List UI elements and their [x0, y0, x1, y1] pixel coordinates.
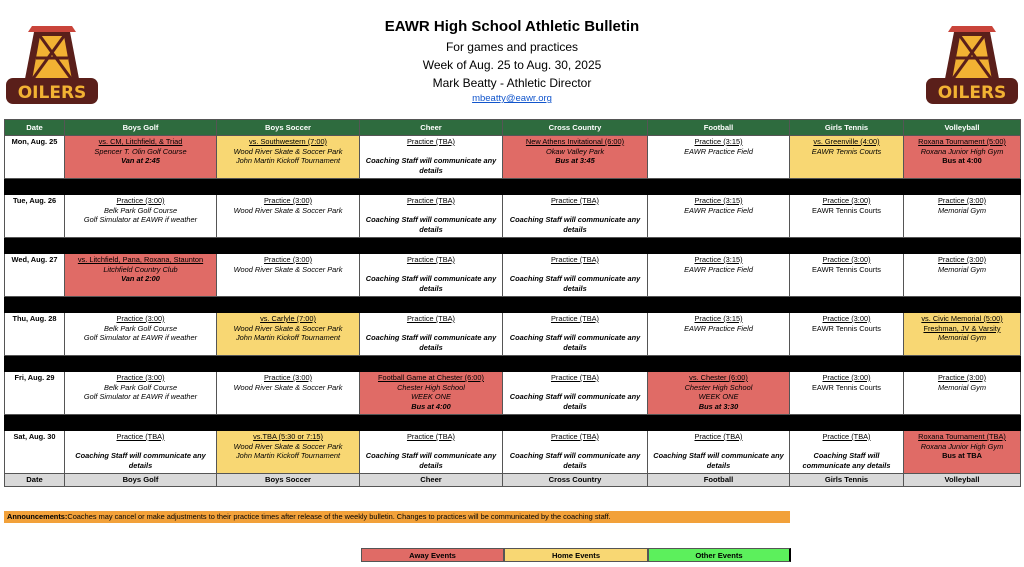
announcements-bar [4, 511, 790, 523]
row-separator [5, 415, 1021, 431]
event-cell [217, 372, 360, 415]
event-line[interactable]: Practice (TBA) [550, 255, 600, 264]
event-cell [790, 254, 904, 297]
event-line[interactable]: Practice (TBA) [406, 432, 456, 441]
event-cell [790, 313, 904, 356]
date-cell: Mon, Aug. 25 [5, 136, 65, 179]
event-line [362, 147, 500, 157]
event-line[interactable]: vs. CM, Litchfield, & Triad [98, 137, 183, 146]
legend-away: Away Events [361, 548, 504, 562]
column-header: Cheer [360, 120, 503, 136]
event-line[interactable]: Freshman, JV & Varsity [923, 323, 1001, 333]
bulletin-header [0, 16, 1024, 106]
event-line [362, 324, 500, 334]
separator-bar [5, 179, 1021, 195]
event-line[interactable]: Practice (3:15) [694, 196, 743, 205]
page-title: EAWR High School Athletic Bulletin [384, 18, 640, 35]
event-cell [360, 195, 503, 238]
event-cell [904, 313, 1021, 356]
event-line: Coaching Staff will communicate any details [365, 333, 497, 352]
event-line: Bus at TBA [942, 451, 982, 461]
event-line: Van at 2:00 [121, 274, 160, 284]
table-row [5, 431, 1021, 474]
event-line: Memorial Gym [937, 382, 987, 392]
event-cell [904, 431, 1021, 474]
event-line[interactable]: Practice (3:00) [263, 373, 313, 382]
date-cell: Thu, Aug. 28 [5, 313, 65, 356]
event-line: Coaching Staff will communicate any details [509, 274, 641, 293]
event-line: Memorial Gym [937, 333, 987, 343]
event-cell [790, 136, 904, 179]
event-line: WEEK ONE [698, 392, 739, 402]
event-line[interactable]: Practice (TBA) [406, 196, 456, 205]
event-line[interactable]: Roxana Tournament (5:00) [918, 137, 1006, 146]
event-cell [648, 372, 790, 415]
event-line: Bus at 3:45 [555, 156, 595, 166]
event-cell [65, 195, 217, 238]
announcements-label: Announcements: [7, 512, 68, 521]
column-header: Date [5, 120, 65, 136]
event-line[interactable]: Practice (3:00) [116, 314, 165, 323]
event-line[interactable]: Practice (3:00) [937, 373, 987, 382]
event-cell [360, 313, 503, 356]
event-line[interactable]: Practice (3:00) [937, 255, 987, 264]
event-cell [65, 431, 217, 474]
event-cell [648, 136, 790, 179]
event-cell [904, 254, 1021, 297]
event-line[interactable]: Practice (3:00) [116, 196, 165, 205]
event-line: Chester High School [684, 382, 753, 392]
event-line: Wood River Skate & Soccer Park [233, 382, 343, 392]
event-line[interactable]: vs. Civic Memorial (5:00) [921, 314, 1003, 323]
event-line: Coaching Staff will communicate any details [365, 156, 497, 175]
event-line: Wood River Skate & Soccer Park [233, 205, 343, 215]
event-line [362, 442, 500, 452]
table-row [5, 195, 1021, 238]
event-cell [65, 313, 217, 356]
event-line[interactable]: Practice (3:00) [822, 255, 871, 264]
table-row [5, 254, 1021, 297]
event-cell [503, 136, 648, 179]
event-line: Belk Park Golf Course [103, 323, 178, 333]
event-line: Coaching Staff will communicate any details [75, 451, 206, 470]
event-cell [904, 372, 1021, 415]
event-cell [790, 195, 904, 238]
event-line: EAWR Tennis Courts [811, 323, 881, 333]
event-line[interactable]: Practice (3:15) [694, 255, 743, 264]
event-line: Golf Simulator at EAWR if weather [83, 215, 198, 225]
column-footer: Volleyball [904, 474, 1021, 487]
event-line: Coaching Staff will communicate any details [653, 451, 784, 470]
event-line: EAWR Tennis Courts [811, 382, 881, 392]
event-line[interactable]: Practice (3:00) [116, 373, 165, 382]
legend-home: Home Events [504, 548, 648, 562]
column-footer: Football [648, 474, 790, 487]
column-header: Volleyball [904, 120, 1021, 136]
row-separator [5, 238, 1021, 254]
separator-bar [5, 356, 1021, 372]
table-row [5, 313, 1021, 356]
event-line [792, 442, 901, 452]
logo-text: OILERS [937, 83, 1007, 103]
event-cell [503, 254, 648, 297]
event-cell [360, 254, 503, 297]
event-cell [648, 254, 790, 297]
week-range: Week of Aug. 25 to Aug. 30, 2025 [422, 58, 602, 72]
event-line: Coaching Staff will communicate any details [802, 451, 891, 470]
event-line: EAWR Practice Field [684, 323, 753, 333]
event-line[interactable]: Practice (TBA) [694, 432, 743, 441]
event-line: John Martin Kickoff Tournament [235, 333, 341, 343]
table-row [5, 136, 1021, 179]
event-line[interactable]: vs. Greenville (4:00) [813, 137, 880, 146]
event-line[interactable]: Practice (3:15) [694, 314, 743, 323]
column-header: Boys Golf [65, 120, 217, 136]
event-line[interactable]: Practice (TBA) [406, 255, 456, 264]
event-cell [503, 313, 648, 356]
event-line: Roxana Junior High Gym [920, 441, 1004, 451]
event-line: Wood River Skate & Soccer Park [233, 441, 343, 451]
event-line: Okaw Valley Park [545, 146, 605, 156]
event-line[interactable]: vs. Chester (6:00) [689, 373, 748, 382]
event-line[interactable]: Practice (TBA) [406, 314, 456, 323]
event-line[interactable]: Roxana Tournament (TBA) [918, 432, 1006, 441]
logo-text: OILERS [17, 83, 87, 103]
event-cell [648, 313, 790, 356]
event-cell [217, 136, 360, 179]
table-footer-row [5, 474, 1021, 487]
event-line [505, 206, 645, 216]
event-line: Wood River Skate & Soccer Park [233, 264, 343, 274]
date-cell: Fri, Aug. 29 [5, 372, 65, 415]
event-line[interactable]: Practice (TBA) [550, 196, 600, 205]
event-line[interactable]: Practice (3:00) [822, 373, 871, 382]
table-header-row [5, 120, 1021, 136]
column-footer: Date [5, 474, 65, 487]
event-cell [648, 431, 790, 474]
event-cell [503, 195, 648, 238]
event-cell [217, 313, 360, 356]
event-line: Coaching Staff will communicate any details [509, 392, 641, 411]
event-line [505, 265, 645, 275]
event-line: Wood River Skate & Soccer Park [233, 146, 343, 156]
column-footer: Cheer [360, 474, 503, 487]
row-separator [5, 356, 1021, 372]
event-line: EAWR Practice Field [684, 146, 753, 156]
table-row [5, 372, 1021, 415]
column-footer: Boys Golf [65, 474, 217, 487]
director-name: Mark Beatty - Athletic Director [432, 76, 592, 90]
event-cell [360, 372, 503, 415]
row-separator [5, 297, 1021, 313]
event-line [67, 442, 214, 452]
event-line[interactable]: vs. Carlyle (7:00) [260, 314, 316, 323]
subtitle: For games and practices [445, 40, 579, 54]
event-line [362, 265, 500, 275]
event-cell [904, 136, 1021, 179]
event-line: Belk Park Golf Course [103, 205, 178, 215]
event-line: Coaching Staff will communicate any details [365, 274, 497, 293]
legend-other: Other Events [648, 548, 791, 562]
event-line [505, 383, 645, 393]
event-line [650, 442, 787, 452]
event-line: Bus at 4:00 [411, 401, 451, 411]
event-line[interactable]: Practice (TBA) [550, 432, 600, 441]
event-line[interactable]: vs. Southwestern (7:00) [248, 137, 328, 146]
event-line: Golf Simulator at EAWR if weather [83, 392, 198, 402]
event-line: Bus at 3:30 [698, 401, 739, 411]
event-line[interactable]: Practice (3:00) [263, 255, 313, 264]
event-line[interactable]: Practice (3:00) [263, 196, 313, 205]
event-line: EAWR Practice Field [684, 205, 753, 215]
event-line: Wood River Skate & Soccer Park [233, 323, 343, 333]
column-header: Cross Country [503, 120, 648, 136]
event-cell [217, 431, 360, 474]
event-line[interactable]: vs.TBA (5:30 or 7:15) [253, 432, 323, 441]
event-line[interactable]: Practice (TBA) [116, 432, 165, 441]
event-line[interactable]: Practice (TBA) [822, 432, 871, 441]
event-cell [217, 195, 360, 238]
event-line: EAWR Tennis Courts [811, 205, 881, 215]
event-line: Spencer T. Olin Golf Course [94, 146, 187, 156]
separator-bar [5, 415, 1021, 431]
separator-bar [5, 297, 1021, 313]
event-line[interactable]: Practice (TBA) [406, 137, 456, 146]
event-line: Golf Simulator at EAWR if weather [83, 333, 198, 343]
event-line: Coaching Staff will communicate any details [365, 215, 497, 234]
event-cell [904, 195, 1021, 238]
event-cell [65, 254, 217, 297]
event-line[interactable]: Practice (3:15) [694, 137, 743, 146]
event-line: EAWR Tennis Courts [811, 264, 881, 274]
event-line: Litchfield Country Club [103, 264, 178, 274]
event-line [505, 442, 645, 452]
announcements-text: Coaches may cancel or make adjustments to their practice times after release of the weekly bulletin. Changes to practices will be communicated by the coaching staff. [67, 512, 611, 521]
event-line: Belk Park Golf Course [103, 382, 178, 392]
event-cell [65, 136, 217, 179]
event-line: Memorial Gym [937, 205, 987, 215]
date-cell: Wed, Aug. 27 [5, 254, 65, 297]
event-cell [503, 372, 648, 415]
event-line: EAWR Tennis Courts [811, 146, 882, 156]
event-line: Roxana Junior High Gym [920, 146, 1004, 156]
event-line[interactable]: Football Game at Chester (6:00) [378, 373, 484, 382]
event-line[interactable]: Practice (TBA) [550, 314, 600, 323]
event-cell [790, 372, 904, 415]
event-line[interactable]: New Athens Invitational (6:00) [525, 137, 625, 146]
column-footer: Cross Country [503, 474, 648, 487]
schedule-table [4, 119, 1021, 487]
column-header: Boys Soccer [217, 120, 360, 136]
event-line: John Martin Kickoff Tournament [235, 451, 341, 461]
event-line[interactable]: vs. Litchfield, Pana, Roxana, Staunton [77, 255, 204, 264]
event-line: John Martin Kickoff Tournament [235, 156, 341, 166]
event-line: Coaching Staff will communicate any details [509, 333, 641, 352]
event-cell [217, 254, 360, 297]
date-cell: Tue, Aug. 26 [5, 195, 65, 238]
event-line[interactable]: Practice (TBA) [550, 373, 600, 382]
event-line: EAWR Practice Field [684, 264, 753, 274]
event-cell [790, 431, 904, 474]
event-line: Chester High School [397, 382, 465, 392]
column-footer: Girls Tennis [790, 474, 904, 487]
column-header: Football [648, 120, 790, 136]
event-line: WEEK ONE [411, 392, 451, 402]
email-link[interactable]: mbeatty@eawr.org [472, 93, 552, 104]
event-line: Van at 2:45 [121, 156, 160, 166]
event-line: Coaching Staff will communicate any details [509, 451, 641, 470]
row-separator [5, 179, 1021, 195]
event-line: Bus at 4:00 [942, 156, 982, 166]
event-cell [65, 372, 217, 415]
event-line [505, 324, 645, 334]
event-line[interactable]: Practice (3:00) [937, 196, 987, 205]
event-cell [648, 195, 790, 238]
event-cell [503, 431, 648, 474]
event-line[interactable]: Practice (3:00) [822, 314, 871, 323]
event-line[interactable]: Practice (3:00) [822, 196, 871, 205]
event-line: Coaching Staff will communicate any details [365, 451, 497, 470]
event-line [362, 206, 500, 216]
column-footer: Boys Soccer [217, 474, 360, 487]
date-cell: Sat, Aug. 30 [5, 431, 65, 474]
event-line: Memorial Gym [937, 264, 987, 274]
separator-bar [5, 238, 1021, 254]
event-cell [360, 136, 503, 179]
column-header: Girls Tennis [790, 120, 904, 136]
event-line: Coaching Staff will communicate any details [509, 215, 641, 234]
event-cell [360, 431, 503, 474]
